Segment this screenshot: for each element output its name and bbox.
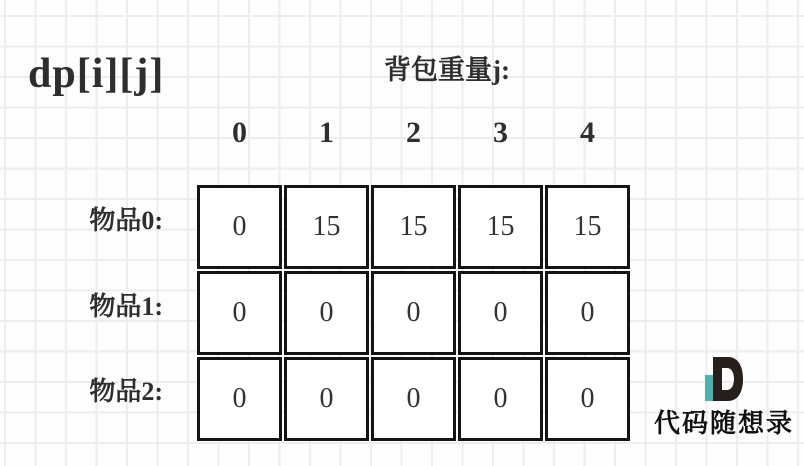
column-headers (197, 116, 630, 150)
axis-label-backpack-weight: 背包重量j: (384, 55, 510, 85)
dp-cell-2-2: 0 (371, 357, 456, 441)
brand-watermark (644, 357, 804, 440)
dp-cell-1-4: 0 (545, 271, 630, 355)
dp-cell-0-1: 15 (284, 185, 369, 269)
row-label-item-0: 物品0: (89, 206, 163, 235)
dp-cell-2-3: 0 (458, 357, 543, 441)
column-header-2: 2 (406, 116, 421, 149)
dp-cell-1-3: 0 (458, 271, 543, 355)
dp-value-grid (197, 185, 630, 441)
column-header-1: 1 (319, 116, 334, 149)
row-label-item-1: 物品1: (89, 292, 163, 321)
row-label-item-2: 物品2: (89, 377, 163, 406)
column-header-3: 3 (493, 116, 508, 149)
dp-cell-2-4: 0 (545, 357, 630, 441)
dp-cell-1-1: 0 (284, 271, 369, 355)
dp-cell-2-1: 0 (284, 357, 369, 441)
dp-cell-0-3: 15 (458, 185, 543, 269)
dp-cell-2-0: 0 (197, 357, 282, 441)
dp-cell-0-0: 0 (197, 185, 282, 269)
page-title: dp[i][j] (28, 51, 165, 97)
dp-cell-1-0: 0 (197, 271, 282, 355)
brand-name: 代码随想录 (653, 409, 794, 438)
d-logo-icon (705, 357, 743, 401)
dp-cell-1-2: 0 (371, 271, 456, 355)
dp-cell-0-4: 15 (545, 185, 630, 269)
column-header-4: 4 (580, 116, 595, 149)
dp-cell-0-2: 15 (371, 185, 456, 269)
column-header-0: 0 (232, 116, 247, 149)
